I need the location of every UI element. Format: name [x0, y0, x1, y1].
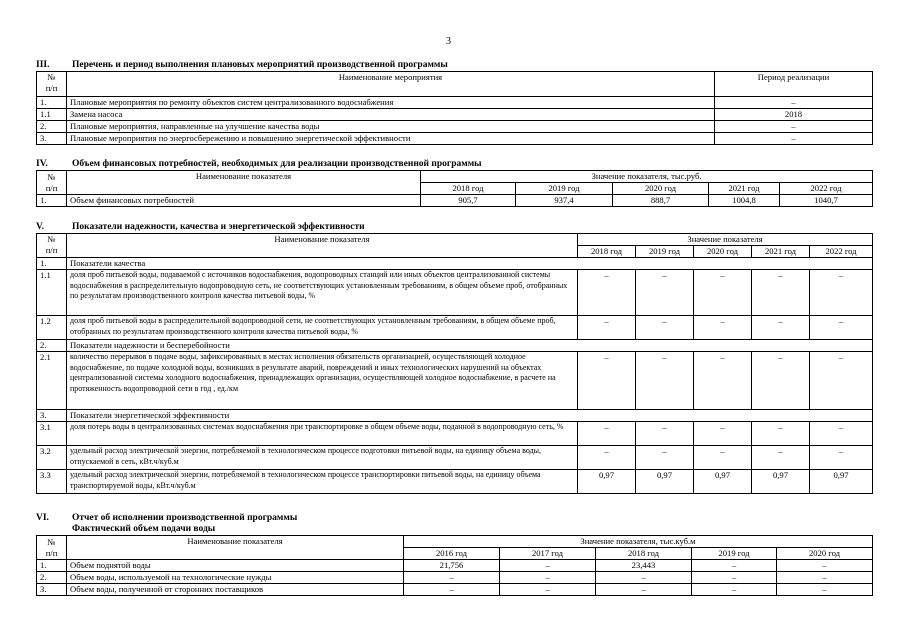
row-value: 0,97	[752, 470, 810, 494]
row-period: –	[715, 121, 873, 133]
row-value: –	[636, 446, 694, 470]
row-no: 2.1	[37, 352, 67, 410]
header-value: Значение показателя, тыс.куб.м	[404, 536, 873, 548]
header-name: Наименование мероприятия	[67, 72, 715, 97]
row-no: 1.	[37, 560, 67, 572]
row-no: 1.	[37, 195, 67, 207]
row-period: –	[715, 133, 873, 145]
year-header: 2018 год	[421, 183, 516, 195]
section-3-title	[36, 60, 448, 70]
header-no: № п/п	[37, 72, 67, 97]
year-header: 2022 год	[810, 246, 873, 258]
row-period: 2018	[715, 109, 873, 121]
row-value: –	[777, 560, 873, 572]
row-no: 3.	[37, 410, 67, 422]
row-value: –	[777, 584, 873, 596]
row-value: –	[694, 270, 752, 316]
table-row	[37, 560, 873, 572]
year-header: 2021 год	[752, 246, 810, 258]
row-name: Плановые мероприятия, направленные на улучшение качества воды	[67, 121, 715, 133]
row-value: 1040,7	[780, 195, 873, 207]
header-value: Значение показателя	[578, 234, 873, 246]
row-no: 3.3	[37, 470, 67, 494]
row-value: 937,4	[516, 195, 613, 207]
section-6-number: VI.	[36, 513, 49, 523]
year-header: 2020 год	[777, 548, 873, 560]
row-value: 0,97	[636, 470, 694, 494]
row-name: доля проб питьевой воды, подаваемой с источников водоснабжения, водопроводных станций или иных объектов централизованной системы водоснабжения в распределительную водопроводную сеть, не соответствующих установленным требованиям, в общем объеме проб, отобранных по результатам производственного контроля качества питьевой воды, %	[67, 270, 578, 316]
table-row	[37, 422, 873, 446]
row-value: 0,97	[578, 470, 636, 494]
row-no: 2.	[37, 340, 67, 352]
row-group-name: Показатели энергетической эффективности	[67, 410, 873, 422]
table-group-row	[37, 410, 873, 422]
row-value: –	[636, 270, 694, 316]
header-name: Наименование показателя	[67, 536, 404, 560]
row-name: Объем поднятой воды	[67, 560, 404, 572]
table-row	[37, 352, 873, 410]
year-header: 2019 год	[636, 246, 694, 258]
table-header-row	[37, 171, 873, 183]
table-group-row	[37, 258, 873, 270]
row-value: –	[810, 316, 873, 340]
row-value: –	[752, 352, 810, 410]
row-name: Объем воды, используемой на технологические нужды	[67, 572, 404, 584]
section-5-number: V.	[36, 222, 45, 232]
row-no: 1.1	[37, 109, 67, 121]
table-row	[37, 584, 873, 596]
row-period: –	[715, 97, 873, 109]
section-6-heading: Отчет об исполнении производственной программы	[72, 513, 298, 523]
table-group-row	[37, 340, 873, 352]
row-no: 2.	[37, 572, 67, 584]
table-row	[37, 572, 873, 584]
row-value: –	[752, 270, 810, 316]
header-period: Период реализации	[715, 72, 873, 97]
header-value: Значение показателя, тыс.руб.	[421, 171, 873, 183]
section-3-heading: Перечень и период выполнения плановых мероприятий производственной программы	[72, 60, 448, 70]
table-row	[37, 133, 873, 145]
row-value: –	[694, 446, 752, 470]
row-no: 1.	[37, 258, 67, 270]
row-value: –	[578, 352, 636, 410]
row-no: 2.	[37, 121, 67, 133]
row-value: –	[500, 584, 596, 596]
section-6-subtitle: Фактический объем подачи воды	[72, 524, 216, 534]
section-4-number: IV.	[36, 159, 48, 169]
row-value: 888,7	[613, 195, 709, 207]
row-name: Плановые мероприятия по энергосбережению и повышению энергетической эффективности	[67, 133, 715, 145]
row-value: –	[500, 572, 596, 584]
row-value: –	[810, 446, 873, 470]
section-6-title	[36, 513, 297, 523]
row-group-name: Показатели качества	[67, 258, 873, 270]
table-row	[37, 97, 873, 109]
table-row	[37, 121, 873, 133]
table-row	[37, 195, 873, 207]
year-header: 2018 год	[596, 548, 692, 560]
reliability-indicators-table	[36, 233, 873, 494]
row-value: –	[578, 316, 636, 340]
table-row	[37, 270, 873, 316]
planned-activities-table	[36, 71, 873, 145]
year-header: 2022 год	[780, 183, 873, 195]
row-value: –	[500, 560, 596, 572]
year-header: 2018 год	[578, 246, 636, 258]
row-value: 23,443	[596, 560, 692, 572]
section-4-title	[36, 159, 482, 169]
row-value: –	[596, 584, 692, 596]
row-value: –	[692, 584, 777, 596]
year-header: 2019 год	[692, 548, 777, 560]
row-value: –	[810, 270, 873, 316]
table-header-row	[37, 536, 873, 548]
year-header: 2020 год	[613, 183, 709, 195]
row-value: –	[578, 446, 636, 470]
header-name: Наименование показателя	[67, 234, 578, 258]
table-row	[37, 109, 873, 121]
year-header: 2019 год	[516, 183, 613, 195]
row-value: –	[404, 584, 500, 596]
row-value: 21,756	[404, 560, 500, 572]
row-value: 0,97	[810, 470, 873, 494]
row-name: количество перерывов в подаче воды, зафиксированных в местах исполнения обязательств организацией, осуществляющей холодное водоснабжение, по подаче холодной воды, возникших в результате аварий, повреждений и иных технологических нарушений на объектах централизованной системы холодного водоснабжения, принадлежащих организации, осуществляющей холодное водоснабжение, в расчете на протяженность водопроводной сети в год , ед./км	[67, 352, 578, 410]
header-no: № п/п	[37, 536, 67, 560]
section-4-heading: Объем финансовых потребностей, необходимых для реализации производственной программы	[72, 159, 482, 169]
row-no: 1.2	[37, 316, 67, 340]
row-value: –	[404, 572, 500, 584]
row-value: –	[636, 352, 694, 410]
section-3-number: III.	[36, 60, 50, 70]
row-name: Объем воды, полученной от сторонних поставщиков	[67, 584, 404, 596]
table-header-row	[37, 234, 873, 246]
row-value: –	[777, 572, 873, 584]
row-name: Объем финансовых потребностей	[67, 195, 421, 207]
row-name: доля проб питьевой воды в распределительной водопроводной сети, не соответствующих установленным требованиям, в общем объеме проб, отобранных по результатам производственного контроля качества питьевой воды, %	[67, 316, 578, 340]
table-header-row	[37, 72, 873, 97]
section-5-title	[36, 222, 365, 232]
row-name: доля потерь воды в централизованных системах водоснабжения при транспортировке в общем объеме воды, поданной в водопроводную сеть, %	[67, 422, 578, 446]
row-no: 3.2	[37, 446, 67, 470]
water-supply-report-table	[36, 535, 873, 596]
header-no: № п/п	[37, 234, 67, 258]
row-value: –	[752, 446, 810, 470]
row-name: удельный расход электрической энергии, потребляемой в технологическом процессе подготовки питьевой воды, на единицу объема воды, отпускаемой в сеть, кВт.ч/куб.м	[67, 446, 578, 470]
row-value: –	[636, 422, 694, 446]
row-no: 1.1	[37, 270, 67, 316]
row-no: 3.	[37, 133, 67, 145]
header-no: № п/п	[37, 171, 67, 195]
row-value: –	[692, 572, 777, 584]
header-name: Наименование показателя	[67, 171, 421, 195]
financial-needs-table	[36, 170, 873, 207]
row-name: Замена насоса	[67, 109, 715, 121]
row-name: Плановые мероприятия по ремонту объектов систем централизованного водоснабжения	[67, 97, 715, 109]
table-row	[37, 316, 873, 340]
row-value: –	[810, 352, 873, 410]
row-no: 3.	[37, 584, 67, 596]
table-row	[37, 446, 873, 470]
year-header: 2016 год	[404, 548, 500, 560]
row-value: –	[596, 572, 692, 584]
row-value: 0,97	[694, 470, 752, 494]
row-value: –	[810, 422, 873, 446]
row-value: –	[752, 316, 810, 340]
row-value: –	[692, 560, 777, 572]
row-value: –	[694, 316, 752, 340]
row-value: 905,7	[421, 195, 516, 207]
row-value: 1004,8	[709, 195, 780, 207]
row-group-name: Показатели надежности и бесперебойности	[67, 340, 873, 352]
year-header: 2021 год	[709, 183, 780, 195]
row-name: удельный расход электрической энергии, потребляемой в технологическом процессе транспортировки питьевой воды, на единицу объема транспортируемой воды, кВт.ч/куб.м	[67, 470, 578, 494]
row-value: –	[578, 422, 636, 446]
row-no: 1.	[37, 97, 67, 109]
row-value: –	[636, 316, 694, 340]
section-5-heading: Показатели надежности, качества и энергетической эффективности	[72, 222, 365, 232]
row-value: –	[578, 270, 636, 316]
row-no: 3.1	[37, 422, 67, 446]
year-header: 2017 год	[500, 548, 596, 560]
page-number: 3	[446, 36, 451, 47]
row-value: –	[694, 352, 752, 410]
year-header: 2020 год	[694, 246, 752, 258]
table-row	[37, 470, 873, 494]
row-value: –	[694, 422, 752, 446]
row-value: –	[752, 422, 810, 446]
